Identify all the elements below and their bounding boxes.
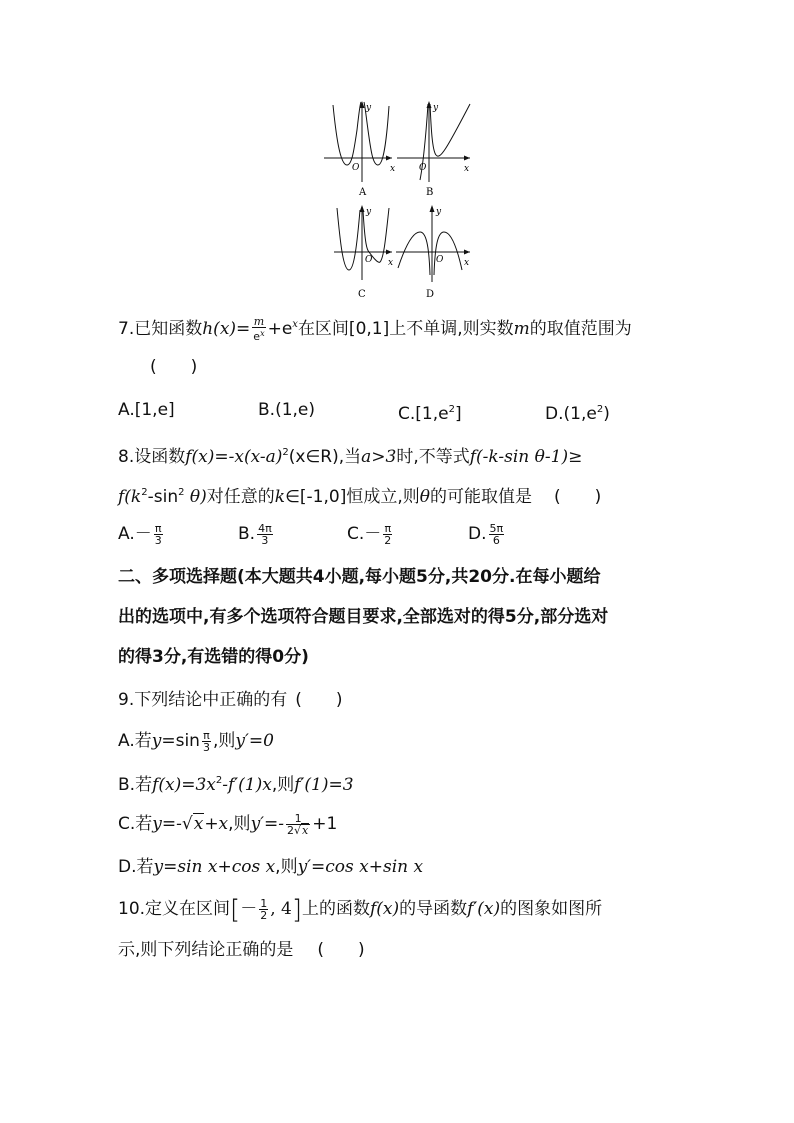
- q8-option-d: D. $\frac{5\pi}{6}$: [468, 521, 504, 547]
- q7-paren: ( ): [150, 357, 198, 377]
- graph-c-x-label: x: [388, 258, 394, 268]
- graph-b-y-label: y: [433, 103, 439, 113]
- graph-b-x-label: x: [464, 164, 470, 174]
- q9-option-c: C.若y=-√x+x,则y′=- $\frac{1}{2√x}$ +1: [118, 811, 338, 837]
- q7-option-d: $D.(1,e^2)$: [545, 404, 610, 424]
- q10-stem-line2: 示,则下列结论正确的是 ( ): [118, 940, 365, 960]
- graph-d-x-label: x: [464, 258, 470, 268]
- section2-heading-line3: 的得3分,有选错的得0分): [118, 647, 309, 667]
- graph-d-origin: O: [436, 255, 444, 265]
- section2-heading-line1: 二、多项选择题(本大题共4小题,每小题5分,共20分.在每小题给: [118, 567, 601, 587]
- graph-c-label: C: [358, 289, 366, 300]
- answer-graphs-figure: [0, 0, 794, 310]
- graph-c-y-label: y: [366, 207, 372, 217]
- graph-c-origin: O: [365, 255, 373, 265]
- q7-stem: 7.已知函数h(x)= $\frac{m}{e^x}$ $+e^x$在区间[0,1]上不单调,则实数m的取值范围为: [118, 315, 632, 343]
- q9-stem: 9.下列结论中正确的有 ( ): [118, 690, 343, 710]
- q7-option-a: A.[1,e]: [118, 400, 175, 420]
- graph-d-y-label: y: [436, 207, 442, 217]
- graph-d-label: D: [426, 289, 435, 300]
- graph-a-origin: O: [352, 163, 360, 173]
- q8-option-b: B. $\frac{4\pi}{3}$: [238, 521, 272, 547]
- graph-b-label: B: [426, 187, 434, 198]
- graph-b: [397, 101, 470, 182]
- q7-option-c: $C.[1,e^2]$: [398, 404, 462, 424]
- graph-c: [334, 205, 392, 280]
- q7-option-b: B.(1,e): [258, 400, 316, 420]
- graph-a-y-label: y: [366, 103, 372, 113]
- section2-heading-line2: 出的选项中,有多个选项符合题目要求,全部选对的得5分,部分选对: [118, 607, 609, 627]
- graph-a-label: A: [359, 187, 367, 198]
- graph-a-x-label: x: [390, 164, 396, 174]
- graph-d: [396, 205, 470, 282]
- q7-fraction: $\frac{m}{e^x}$: [253, 315, 265, 343]
- q10-stem-line1: 10.定义在区间[－ $\frac{1}{2}$ , 4]上的函数f(x)的导函数f′(x)的图象如图所: [118, 895, 603, 925]
- q8-option-a: A.－ $\frac{\pi}{3}$: [118, 521, 162, 547]
- q8-option-c: C.－ $\frac{\pi}{2}$: [347, 521, 392, 547]
- q9-option-b: B.若$f(x)=3x^2-f'(1)x$,则f′(1)=3: [118, 775, 354, 795]
- q9-option-a: A.若y=sin $\frac{\pi}{3}$ ,则y′=0: [118, 728, 274, 754]
- q8-stem-line1: 8.设函数$f(x)=-x(x-a)^2(x\in R)$,当a>3时,不等式f(-k-sin θ-1)≥: [118, 447, 583, 467]
- q9-option-d: D.若y=sin x+cos x,则y′=cos x+sin x: [118, 857, 424, 877]
- graph-b-origin: O: [419, 163, 427, 173]
- q8-stem-line2: $f(k^2-\sin^2$ θ)对任意的k∈[-1,0]恒成立,则θ的可能取值是 ( ): [118, 487, 602, 507]
